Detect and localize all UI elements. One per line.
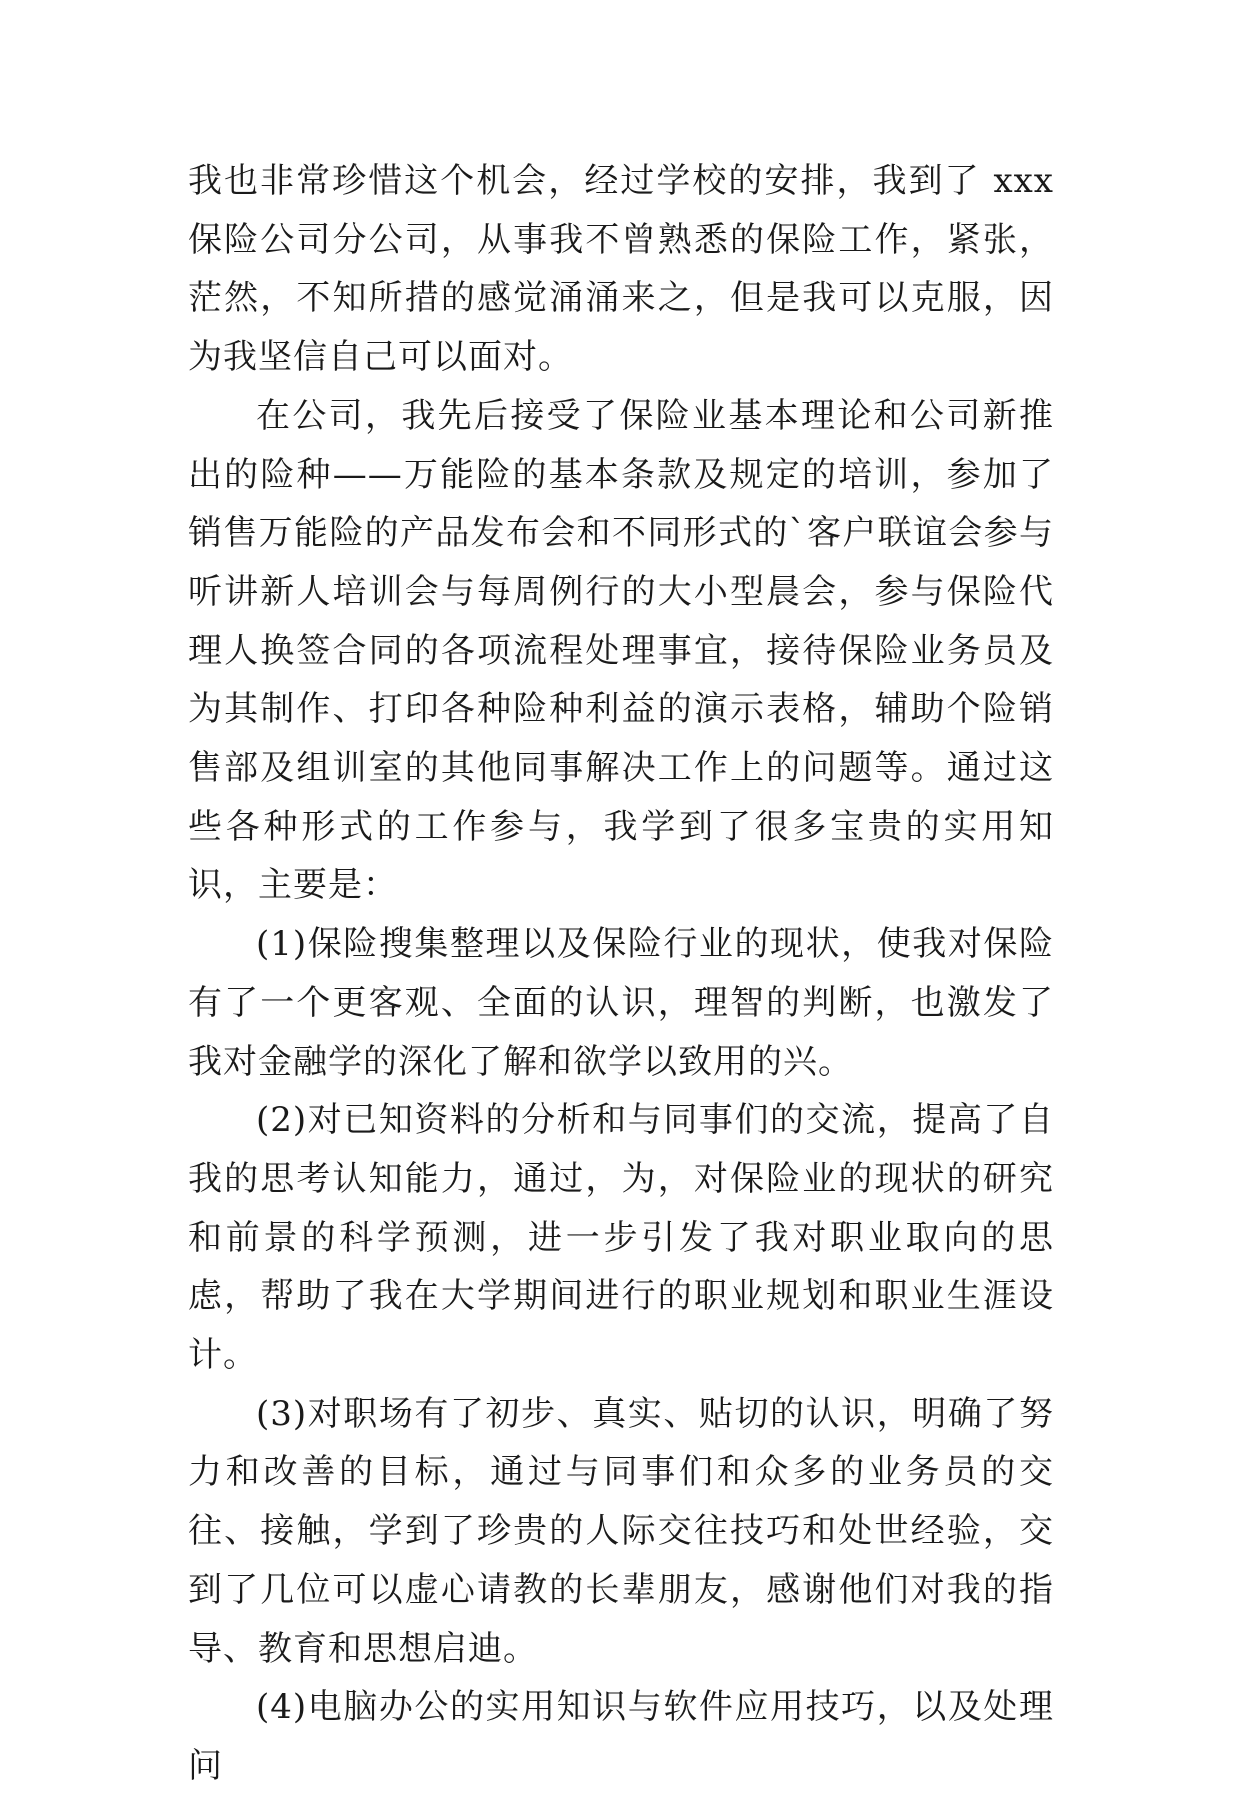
paragraph-2: 在公司，我先后接受了保险业基本理论和公司新推出的险种——万能险的基本条款及规定的培训，参加了销售万能险的产品发布会和不同形式的`客户联谊会参与听讲新人培训会与每周例行的大小型晨会，参与保险代理人换签合同的各项流程处理事宜，接待保险业务员及为其制作、打印各种险种利益的演示表格，辅助个险销售部及组训室的其他同事解决工作上的问题等。通过这些各种形式的工作参与，我学到了很多宝贵的实用知识，主要是：	[188, 395, 1054, 906]
paragraph-5: (3)对职场有了初步、真实、贴切的认识，明确了努力和改善的目标，通过与同事们和众多的业务员的交往、接触，学到了珍贵的人际交往技巧和处世经验，交到了几位可以虚心请教的长辈朋友，感谢他们对我的指导、教育和思想启迪。	[188, 1393, 1054, 1669]
paragraph-6: (4)电脑办公的实用知识与软件应用技巧，以及处理问	[188, 1687, 1054, 1786]
paragraph-1: 我也非常珍惜这个机会，经过学校的安排，我到了 xxx 保险公司分公司，从事我不曾熟悉的保险工作，紧张，茫然，不知所措的感觉涌涌来之，但是我可以克服，因为我坚信自己可以面对。	[188, 161, 1054, 378]
paragraph-3: (1)保险搜集整理以及保险行业的现状，使我对保险有了一个更客观、全面的认识，理智的判断，也激发了我对金融学的深化了解和欲学以致用的兴。	[188, 924, 1054, 1082]
document-body	[188, 152, 1054, 1796]
paragraph-4: (2)对已知资料的分析和与同事们的交流，提高了自我的思考认知能力，通过，为，对保险业的现状的研究和前景的科学预测，进一步引发了我对职业取向的思虑，帮助了我在大学期间进行的职业规划和职业生涯设计。	[188, 1100, 1054, 1376]
